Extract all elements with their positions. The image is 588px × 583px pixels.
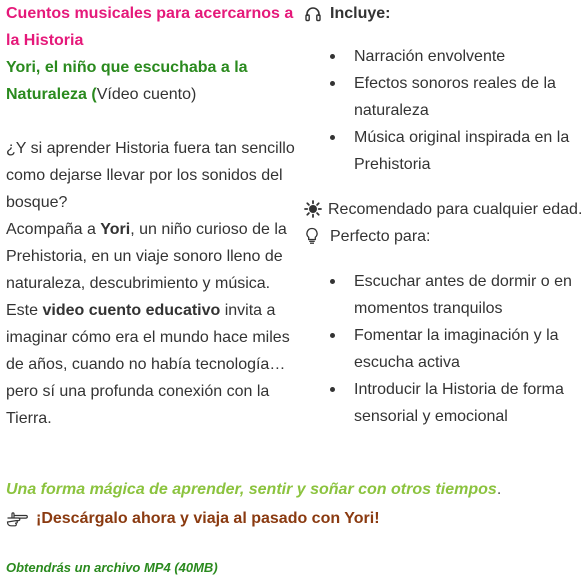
download-cta[interactable]	[6, 510, 380, 528]
title-line-1: Cuentos musicales para acercarnos a la Historia	[6, 5, 294, 49]
right-column	[304, 0, 588, 430]
recommended-line	[304, 196, 588, 223]
list-item: Efectos sonoros reales de la naturaleza	[304, 70, 588, 124]
tagline-text: Una forma mágica de aprender, sentir y soñar con otros tiempos	[6, 481, 497, 498]
intro-bold-yori: Yori	[100, 221, 131, 238]
intro-bold-video: video cuento educativo	[42, 302, 221, 319]
title-line-2: Yori, el niño que escuchaba a la Naturaleza (	[6, 59, 248, 103]
title-line-2-tail: Vídeo cuento)	[96, 86, 197, 103]
file-note: Obtendrás un archivo MP4 (40MB)	[6, 560, 218, 575]
cta-text[interactable]: ¡Descárgalo ahora y viaja al pasado con Yori!	[36, 510, 380, 527]
headphones-icon	[304, 5, 322, 23]
sun-icon	[304, 200, 322, 218]
list-item: Introducir la Historia de forma sensorial y emocional	[304, 376, 588, 430]
tagline	[6, 481, 501, 499]
tagline-period: .	[496, 481, 502, 498]
list-item: Fomentar la imaginación y la escucha activa	[304, 322, 588, 376]
intro-question: ¿Y si aprender Historia fuera tan sencillo como dejarse llevar por los sonidos del bosque?	[6, 140, 295, 211]
page-title	[6, 0, 296, 108]
intro-text-a: Acompaña a	[6, 221, 101, 238]
includes-heading-label: Incluye:	[330, 5, 391, 22]
intro-text-c: invita a imaginar cómo era el mundo hace miles de años, cuando no había tecnología… pero sí una profunda conexión con la Tierra.	[6, 302, 290, 427]
left-column	[6, 0, 296, 432]
perfect-for-heading	[304, 223, 588, 250]
includes-heading	[304, 0, 588, 27]
list-item: Narración envolvente	[304, 43, 588, 70]
perfect-for-list	[304, 268, 588, 430]
intro-paragraph	[6, 216, 296, 432]
intro-text-b: , un niño curioso de la Prehistoria, en un viaje sonoro lleno de naturaleza, descubrimiento y música. Este	[6, 221, 287, 319]
lightbulb-icon	[304, 227, 320, 245]
list-item: Escuchar antes de dormir o en momentos tranquilos	[304, 268, 588, 322]
recommended-text: Recomendado para cualquier edad.	[328, 201, 583, 218]
list-item: Música original inspirada en la Prehistoria	[304, 124, 588, 178]
includes-list	[304, 43, 588, 178]
pointing-hand-icon	[6, 510, 28, 528]
perfect-for-label: Perfecto para:	[330, 228, 431, 245]
